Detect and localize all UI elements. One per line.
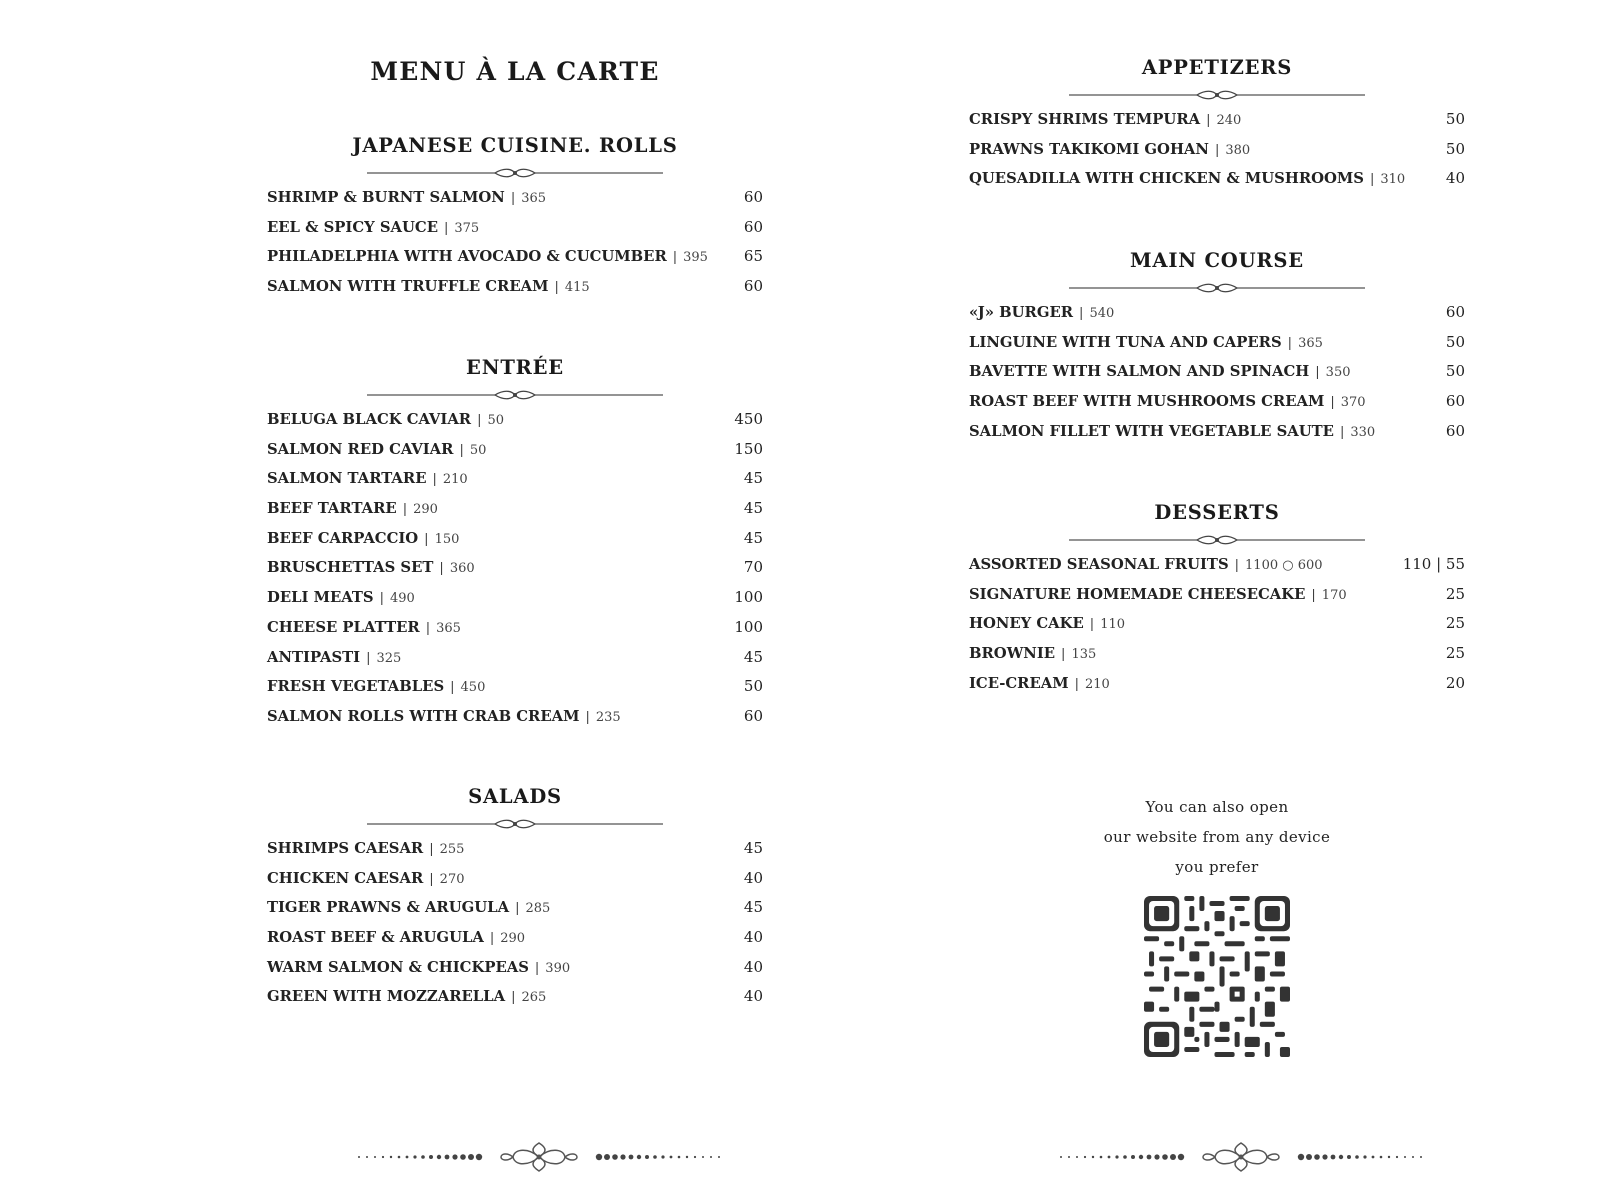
menu-item-name: SALMON TARTARE [267,470,427,488]
section-japanese-rolls [267,133,763,302]
menu-item-price: 110 | 55 [1402,555,1465,573]
menu-item-weight: 210 [442,472,468,488]
menu-item-price: 45 [743,839,763,857]
menu-item-name: GREEN WITH MOZZARELLA [267,988,506,1006]
menu-item-price: 100 [734,588,763,607]
menu-item-name: QUESADILLA WITH CHICKEN & MUSHROOMS [969,170,1364,188]
section-salads [267,784,763,1012]
menu-item-name: TIGER PRAWNS & ARUGULA [267,899,510,917]
footer-ornament-icon [1057,1140,1425,1174]
menu-item-info [969,298,1114,329]
menu-item-weight: 325 [376,650,402,666]
menu-item-separator: | [1206,113,1211,128]
menu-item-info [267,864,465,895]
menu-item-weight: 110 [1100,617,1126,633]
ornamental-divider-icon [367,167,663,179]
menu-item-separator: | [429,842,434,857]
menu-item-separator: | [425,620,431,636]
menu-item [969,298,1465,328]
menu-item-separator: | [1287,335,1293,351]
section-entree [267,355,763,732]
menu-item-info [267,613,461,644]
menu-item-price: 60 [743,277,763,296]
menu-item-separator: | [429,871,434,887]
menu-item [267,613,763,643]
menu-item-info [267,923,525,954]
menu-item-price: 60 [1445,392,1465,411]
menu-item-price: 100 [734,617,763,636]
menu-item-separator: | [1089,617,1095,633]
menu-item-info [267,953,570,984]
menu-item-separator: | [424,531,429,547]
menu-item-separator: | [515,901,520,917]
menu-item-info [267,553,475,584]
menu-item [267,834,763,864]
menu-item-weight: 150 [434,531,460,547]
menu-item [267,524,763,554]
menu-item [267,583,763,613]
section-title: DESSERTS [1154,501,1280,524]
menu-item-info [267,494,438,525]
menu-item-weight: 255 [439,842,465,857]
menu-item-weight: 135 [1071,647,1097,663]
menu-item-weight: 310 [1380,172,1406,188]
menu-item-info [267,272,590,303]
ornamental-divider-icon [1069,282,1365,294]
menu-item-separator: | [379,591,385,607]
menu-item-price: 50 [1445,332,1465,351]
menu-item-separator: | [1315,365,1320,381]
menu-item-name: ROAST BEEF WITH MUSHROOMS CREAM [969,393,1325,411]
menu-item [267,702,763,732]
qr-code-icon[interactable] [1144,895,1290,1058]
section-main-course [969,248,1465,446]
menu-item-name: BEEF CARPACCIO [267,529,419,547]
menu-item-separator: | [489,931,495,947]
menu-item [267,953,763,983]
menu-item-info [969,164,1405,195]
menu-item-separator: | [402,502,408,518]
menu-item-info [267,672,485,703]
menu-item [267,494,763,524]
menu-item-price: 70 [743,558,763,577]
menu-item-separator: | [366,650,371,666]
qr-caption-line: You can also open [1145,798,1289,816]
menu-item-separator: | [1061,647,1066,663]
menu-item-weight: 390 [545,960,571,976]
menu-item-price: 65 [743,247,763,266]
menu-item-separator: | [1370,172,1375,188]
menu-item [267,893,763,923]
menu-item-separator: | [672,250,678,266]
menu-item [267,643,763,673]
menu-item-separator: | [1330,395,1335,411]
menu-item-info [969,135,1250,166]
menu-item-separator: | [1311,587,1316,603]
menu-item-weight: 330 [1350,424,1376,440]
menu-item [969,135,1465,165]
menu-item-name: BROWNIE [969,645,1056,663]
menu-item-info [267,524,459,555]
menu-item [969,669,1465,699]
menu-item-name: SALMON WITH TRUFFLE CREAM [267,278,549,296]
menu-item [969,417,1465,447]
menu-item [969,328,1465,358]
menu-item-separator: | [511,990,516,1006]
menu-item-weight: 210 [1085,676,1110,692]
menu-item-info [267,213,479,244]
menu-item-weight: 1100 ○ 600 [1245,558,1323,573]
menu-item-name: ANTIPASTI [267,648,361,666]
menu-item-name: ROAST BEEF & ARUGULA [267,929,484,947]
item-list [267,183,763,302]
menu-item-weight: 370 [1340,395,1366,411]
menu-item-weight: 170 [1321,587,1347,603]
menu-item-info [267,405,504,436]
menu-item-info [969,639,1096,670]
menu-item-separator: | [1074,676,1079,692]
menu-item [969,550,1465,580]
menu-item-separator: | [459,442,464,458]
menu-item-name: SALMON ROLLS WITH CRAB CREAM [267,707,580,725]
menu-item-separator: | [450,680,455,696]
menu-item-weight: 490 [390,591,415,607]
menu-item-price: 60 [1445,421,1465,440]
menu-item-info [267,893,550,924]
menu-item-name: EEL & SPICY SAUCE [267,218,438,236]
menu-item-price: 40 [743,868,763,887]
menu-item-info [969,387,1366,418]
menu-item-info [267,583,415,614]
menu-item-name: DELI MEATS [267,589,374,607]
menu-item-weight: 50 [487,413,505,428]
menu-item [969,387,1465,417]
menu-item [267,272,763,302]
menu-item [267,982,763,1012]
menu-item-info [267,834,464,865]
qr-caption-line: you prefer [1175,858,1259,876]
menu-item-name: SHRIMPS CAESAR [267,840,424,857]
menu-item-price: 20 [1445,673,1465,692]
menu-item [267,672,763,702]
menu-item-info [969,417,1375,448]
menu-item [267,923,763,953]
menu-item-price: 40 [1445,169,1465,188]
item-list [969,105,1465,194]
menu-item-price: 450 [734,410,763,428]
menu-item-weight: 395 [683,250,708,266]
menu-item-price: 50 [1445,110,1465,128]
item-list [969,550,1465,698]
menu-item-separator: | [477,413,482,428]
menu-item-info [267,982,546,1013]
menu-item-weight: 350 [1325,365,1351,381]
menu-item-name: BELUGA BLACK CAVIAR [267,411,472,428]
menu-item-name: BRUSCHETTAS SET [267,559,434,577]
menu-item [267,242,763,272]
menu-item-price: 25 [1445,644,1465,663]
ornamental-divider-icon [1069,534,1365,546]
menu-item-weight: 540 [1089,306,1115,321]
menu-item-name: WARM SALMON & CHICKPEAS [267,958,529,976]
menu-item-name: HONEY CAKE [969,615,1084,633]
menu-item-name: BAVETTE WITH SALMON AND SPINACH [969,363,1310,381]
section-appetizers [969,55,1465,194]
item-list [969,298,1465,446]
menu-item-weight: 450 [460,680,486,696]
section-title: JAPANESE CUISINE. ROLLS [352,134,678,157]
menu-item [267,864,763,894]
footer-ornament-icon [355,1140,723,1174]
menu-item-info [267,183,546,214]
menu-item [267,435,763,465]
menu-item-weight: 290 [413,502,438,518]
menu-item-weight: 290 [500,931,526,947]
menu-item-info [969,328,1323,359]
menu-item-weight: 365 [521,191,547,206]
menu-item-info [969,550,1323,581]
menu-item-info [969,609,1125,640]
menu-item-separator: | [1234,558,1240,573]
section-title: MAIN COURSE [1130,249,1304,272]
item-list [267,834,763,1012]
menu-item-name: PHILADELPHIA WITH AVOCADO & CUCUMBER [267,248,667,266]
menu-item-separator: | [443,220,449,236]
ornamental-divider-icon [367,389,663,401]
menu-item [969,164,1465,194]
menu-item-name: CHEESE PLATTER [267,618,420,636]
menu-item-name: ICE-CREAM [969,674,1069,692]
menu-item-name: FRESH VEGETABLES [267,678,445,696]
menu-item [267,464,763,494]
menu-item-name: BEEF TARTARE [267,500,397,518]
menu-item-price: 50 [1445,362,1465,381]
menu-item-weight: 380 [1225,142,1251,158]
menu-item-info [267,435,486,466]
qr-caption [969,792,1465,882]
menu-item-separator: | [585,709,590,725]
ornamental-divider-icon [1069,89,1365,101]
menu-item-price: 25 [1445,614,1465,633]
section-title: ENTRÉE [466,356,564,379]
menu-item-name: SHRIMP & BURNT SALMON [267,189,505,206]
section-title: APPETIZERS [1141,56,1293,79]
menu-item-price: 40 [743,957,763,976]
menu-item [267,553,763,583]
menu-item-info [969,669,1110,700]
menu-item-name: PRAWNS TAKIKOMI GOHAN [969,140,1209,158]
qr-caption-line: our website from any device [1103,828,1331,846]
menu-item-separator: | [554,280,559,296]
menu-item-separator: | [510,191,516,206]
menu-item-weight: 365 [436,620,461,636]
menu-item [267,405,763,435]
menu-item-weight: 285 [525,901,551,917]
menu-item-price: 45 [743,898,763,917]
menu-item-price: 45 [743,499,763,518]
menu-item [267,183,763,213]
menu-item-separator: | [439,561,444,577]
menu-item-separator: | [1079,306,1084,321]
menu-item-name: LINGUINE WITH TUNA AND CAPERS [969,333,1282,351]
menu-item [969,580,1465,610]
menu-item-name: «J» BURGER [969,304,1074,321]
menu-item-info [267,702,621,733]
menu-item-weight: 415 [564,280,590,296]
section-desserts [969,500,1465,698]
menu-item-price: 45 [743,528,763,547]
menu-item-name: SIGNATURE HOMEMADE CHEESECAKE [969,585,1306,603]
menu-item-info [267,464,468,495]
menu-item-price: 50 [1445,139,1465,158]
menu-item [969,357,1465,387]
item-list [267,405,763,732]
menu-item-name: CRISPY SHRIMS TEMPURA [969,111,1201,128]
menu-item [969,639,1465,669]
menu-item-info [267,643,401,674]
menu-item-separator: | [1214,142,1220,158]
menu-item-price: 50 [743,677,763,696]
menu-item-name: ASSORTED SEASONAL FRUITS [969,556,1229,573]
menu-item-weight: 265 [521,990,547,1006]
menu-item-price: 150 [734,439,763,458]
menu-item-separator: | [534,960,540,976]
menu-item-separator: | [432,472,437,488]
section-title: SALADS [468,785,562,808]
menu-item-name: SALMON FILLET WITH VEGETABLE SAUTE [969,422,1334,440]
menu-item-name: SALMON RED CAVIAR [267,440,454,458]
menu-item-weight: 240 [1216,113,1242,128]
menu-item-weight: 360 [449,561,475,577]
menu-item [969,609,1465,639]
menu-item-price: 45 [743,469,763,488]
menu-item-weight: 235 [595,709,621,725]
menu-item-weight: 270 [439,871,465,887]
menu-item-info [969,105,1241,136]
menu-item-price: 60 [743,217,763,236]
menu-item-weight: 50 [469,442,487,458]
menu-item [969,105,1465,135]
menu-item-price: 60 [1445,303,1465,321]
menu-item-info [969,580,1347,611]
menu-item-separator: | [1339,424,1345,440]
page-title: MENU À LA CARTE [370,57,660,86]
menu-item-weight: 365 [1298,335,1323,351]
menu-item-price: 45 [743,647,763,666]
menu-item-info [267,242,708,273]
menu-item [267,213,763,243]
menu-item-price: 40 [743,928,763,947]
menu-item-price: 40 [743,987,763,1006]
menu-item-price: 25 [1445,584,1465,603]
menu-item-price: 60 [743,706,763,725]
ornamental-divider-icon [367,818,663,830]
menu-item-price: 60 [743,188,763,206]
menu-item-weight: 375 [454,220,480,236]
menu-item-name: CHICKEN CAESAR [267,869,424,887]
menu-item-info [969,357,1351,388]
